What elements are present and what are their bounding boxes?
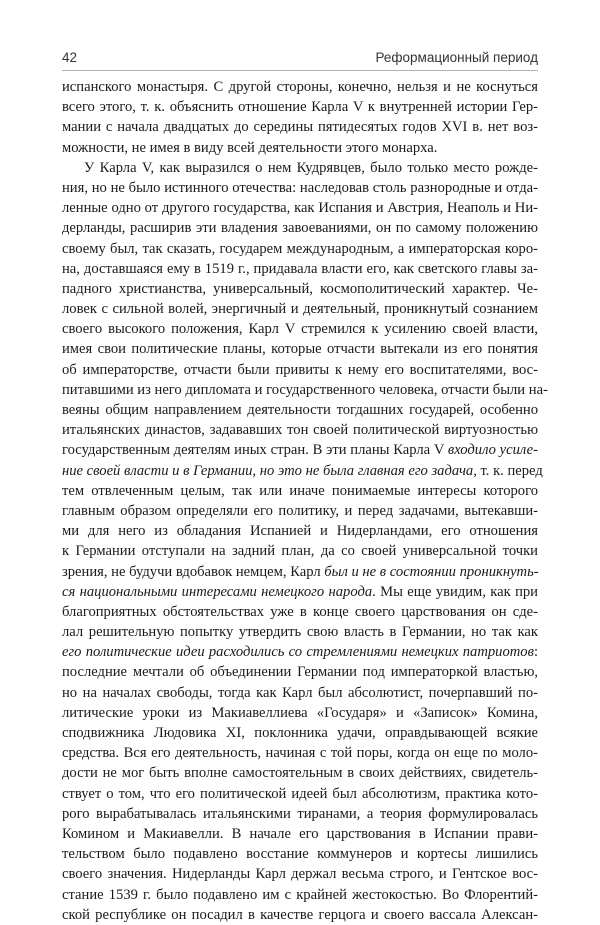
text-line — [62, 864, 538, 884]
section-title: Реформационный период — [375, 50, 538, 65]
text-run: веяны общим направлением деятельности тогдашних государей, особенно — [62, 402, 538, 418]
text-line — [62, 138, 538, 158]
text-run: своего значения. Нидерланды Карл держал весьма строго, и Гентское вос- — [62, 866, 538, 883]
text-line — [62, 804, 538, 824]
text-run: питавшими из него дипломата и государственного человека, отчасти были на- — [62, 381, 548, 398]
text-line — [62, 158, 538, 178]
italic-text: ние своей власти и в Германии, но это не была главная его задача, — [62, 462, 477, 479]
text-line — [62, 582, 538, 602]
text-line — [62, 218, 538, 238]
text-line — [62, 420, 538, 440]
text-line — [62, 400, 538, 420]
text-run: тельством было подавлено восстание коммунеров и кортесы лишились — [62, 846, 538, 863]
text-line — [62, 178, 538, 198]
text-line — [62, 642, 538, 662]
text-line — [62, 239, 538, 259]
text-run: ми для него из обладания Испанией и Нидерландами, его отношения — [62, 523, 538, 540]
text-line — [62, 521, 538, 541]
italic-text: входило усиле- — [447, 442, 538, 459]
text-line — [62, 885, 538, 905]
text-run: литические уроки из Макиавеллиева «Государя» и «Записок» Комина, — [62, 704, 538, 721]
text-run: стание 1539 г. было подавлено им с крайней жестокостью. Во Флорентий- — [62, 886, 538, 903]
text-run: падного христианства, универсальный, космополитический характер. Че- — [62, 280, 538, 297]
text-run: благоприятных обстоятельствах уже в конце своего царствования он сде- — [62, 603, 538, 620]
text-run: ния, но не было истинного отечества: наследовав столь разнородные и отда- — [62, 179, 538, 196]
text-run: зрения, не будучи вдобавок немцем, Карл — [62, 563, 325, 580]
text-run: лал решительную попытку утвердить свою власть в Германии, но так как — [62, 624, 538, 641]
italic-text: ся национальными интересами немецкого народа — [62, 583, 373, 600]
italic-text: был и не в состоянии проникнуть- — [324, 563, 539, 580]
text-line — [62, 339, 538, 359]
text-line — [62, 299, 538, 319]
text-run: можности, не имея в виду всей деятельности этого монарха. — [62, 139, 438, 156]
text-line — [62, 77, 538, 97]
text-line — [62, 380, 548, 400]
text-run: итальянских династов, задававших тон своей политической виртуозностью — [62, 422, 538, 439]
text-run: Комином и Макиавелли. В начале его царствования в Испании прави- — [62, 825, 538, 842]
text-run: но на началах свободы, тогда как Карл был абсолютист, почерпавший по- — [62, 684, 538, 701]
text-run: ловек с сильной волей, энергичный и деятельный, проникнутый сознанием — [62, 301, 538, 318]
text-line — [62, 703, 538, 723]
text-run: : — [533, 644, 538, 661]
text-run: тем отвлеченным целым, так или иначе понимаемые интересы которого — [62, 482, 538, 499]
text-line — [62, 844, 538, 864]
body-text — [62, 77, 548, 925]
page-number: 42 — [62, 50, 78, 65]
text-line — [62, 501, 538, 521]
italic-text: его политические идеи расходились со стремлениями немецких патриотов — [62, 644, 534, 661]
text-run: на, доставшаяся ему в 1519 г., придавала власти его, как светского главы за- — [62, 260, 538, 277]
text-run: государственным деятелям иных стран. В эти планы Карла V — [62, 442, 448, 459]
text-run: всего этого, т. к. объяснить отношение Карла V к внутренней истории Гер- — [62, 99, 538, 116]
text-run: т. к. перед — [476, 462, 543, 479]
text-run: имея свои политические планы, которые отчасти вытекали из его понятия — [62, 341, 538, 358]
text-line — [62, 562, 538, 582]
text-line — [62, 440, 538, 460]
text-run: . Мы еще увидим, как при — [372, 583, 538, 600]
text-line — [62, 97, 538, 117]
text-run: об императорстве, отчасти были привиты к нему его воспитателями, вос- — [62, 361, 538, 378]
running-head — [62, 50, 538, 72]
text-line — [62, 541, 538, 561]
text-run: ской республике он посадил в качестве герцога и своего вассала Алексан- — [62, 906, 538, 923]
text-line — [62, 824, 538, 844]
text-run: ствует о том, что его политической идеей был абсолютизм, практика кото- — [62, 785, 538, 802]
text-run: последние мечтали об объединении Германии под императоркой властью, — [62, 664, 538, 681]
text-run: средства. Вся его деятельность, начиная с той поры, когда он еще по моло- — [62, 745, 538, 762]
text-line — [62, 784, 538, 804]
text-line — [62, 461, 543, 481]
text-run: главным образом определяли его политику, и перед задачами, вытекавши- — [62, 502, 538, 519]
text-line — [62, 662, 538, 682]
text-line — [62, 319, 538, 339]
text-line — [62, 198, 538, 218]
text-line — [62, 723, 538, 743]
text-line — [62, 743, 538, 763]
text-run: к Германии отступали на задний план, да со своей универсальной точки — [62, 543, 538, 560]
text-line — [62, 259, 538, 279]
text-line — [62, 602, 538, 622]
text-run: У Карла V, как выразился о нем Кудрявцев, было только место рожде- — [84, 159, 538, 176]
text-line — [62, 360, 538, 380]
text-run: ленные одно от другого государства, как Испания и Австрия, Неаполь и Ни- — [62, 200, 538, 217]
text-line — [62, 683, 538, 703]
text-line — [62, 481, 538, 501]
text-run: своего высокого положения, Карл V стремился к усилению своей власти, — [62, 321, 538, 338]
text-run: мании с начала двадцатых до середины пятидесятых годов XVI в. нет воз- — [62, 119, 538, 136]
text-run: своему был, так сказать, государем международным, а императорская коро- — [62, 240, 538, 257]
text-run: испанского монастыря. С другой стороны, конечно, нельзя и не коснуться — [62, 79, 538, 95]
text-run: рого вырабатывалась итальянскими тиранами, а теория формулировалась — [62, 805, 538, 822]
text-line — [62, 117, 538, 137]
text-line — [62, 279, 538, 299]
text-run: дости не мог быть вполне самостоятельным в своих действиях, свидетель- — [62, 765, 538, 782]
text-line — [62, 622, 538, 642]
header-rule — [62, 70, 538, 71]
text-line — [62, 763, 538, 783]
text-line — [62, 905, 538, 925]
text-run: дерланды, расширив эти владения завоеваниями, он по самому положению — [62, 220, 538, 237]
text-run: сподвижника Людовика XI, поклонника удачи, оправдывающей всякие — [62, 725, 538, 741]
